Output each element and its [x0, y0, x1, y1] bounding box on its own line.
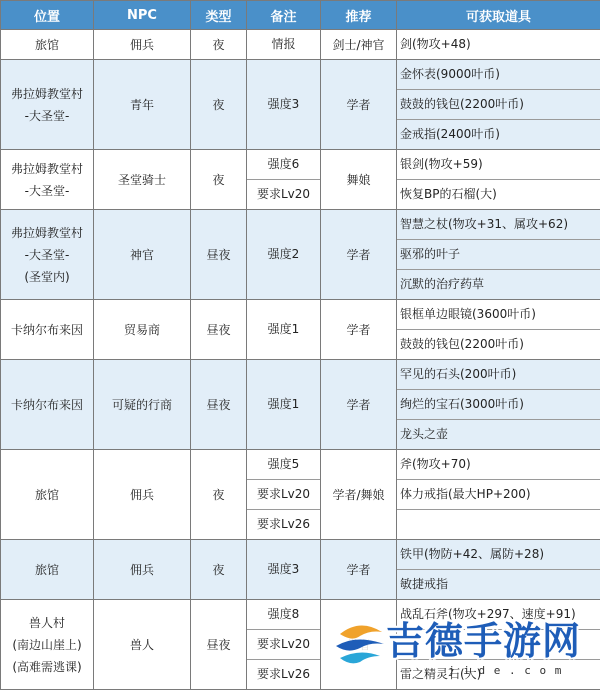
location-text: 卡纳尔布来因 — [1, 319, 93, 341]
item-line: 龙头之壶 — [397, 419, 600, 449]
recommend-text: 学者 — [346, 323, 370, 337]
cell-npc — [94, 450, 191, 540]
location-text: 旅馆 — [1, 559, 93, 581]
recommend-text: 学者 — [346, 248, 370, 262]
cell-location — [1, 300, 94, 360]
cell-type — [191, 360, 247, 450]
note-line: 强度2 — [247, 240, 320, 269]
item-line: 智慧之杖(物攻+31、属攻+62) — [397, 210, 600, 239]
cell-npc — [94, 300, 191, 360]
type-text: 夜 — [212, 173, 224, 187]
cell-location — [1, 150, 94, 210]
note-line: 强度1 — [247, 315, 320, 344]
cell-npc — [94, 540, 191, 600]
cell-npc — [94, 600, 191, 690]
npc-text: 兽人 — [130, 638, 154, 652]
cell-notes — [247, 30, 321, 60]
cell-notes — [247, 300, 321, 360]
cell-type — [191, 210, 247, 300]
cell-npc — [94, 150, 191, 210]
cell-items — [397, 300, 600, 360]
recommend-text: 剑士/神官 — [332, 38, 384, 52]
cell-recommend — [321, 360, 397, 450]
recommend-text: 舞娘 — [346, 173, 370, 187]
table-row — [1, 30, 600, 60]
location-text: 卡纳尔布来因 — [1, 394, 93, 416]
recommend-text: 学者 — [346, 563, 370, 577]
cell-notes — [247, 210, 321, 300]
note-line: 强度8 — [247, 600, 320, 629]
note-line: 要求Lv20 — [247, 629, 320, 659]
cell-npc — [94, 60, 191, 150]
cell-notes — [247, 360, 321, 450]
cell-notes — [247, 540, 321, 600]
item-line: 驱邪的叶子 — [397, 239, 600, 269]
note-line: 要求Lv26 — [247, 659, 320, 689]
item-line: 银剑(物攻+59) — [397, 150, 600, 179]
item-line: 沉默的治疗药草 — [397, 269, 600, 299]
npc-text: 神官 — [130, 248, 154, 262]
item-line: 体力戒指(最大HP+200) — [397, 479, 600, 509]
type-text: 昼夜 — [206, 638, 230, 652]
type-text: 昼夜 — [206, 398, 230, 412]
npc-text: 圣堂骑士 — [118, 173, 166, 187]
cell-recommend — [321, 450, 397, 540]
cell-location — [1, 30, 94, 60]
npc-text: 贸易商 — [124, 323, 160, 337]
table-row — [1, 360, 600, 450]
cell-type — [191, 30, 247, 60]
header-notes: 备注 — [247, 1, 321, 30]
cell-location — [1, 210, 94, 300]
cell-items — [397, 360, 600, 450]
cell-items — [397, 30, 600, 60]
cell-items — [397, 150, 600, 210]
cell-notes — [247, 60, 321, 150]
item-line: 银框单边眼镜(3600叶币) — [397, 300, 600, 329]
cell-recommend — [321, 150, 397, 210]
header-npc: NPC — [94, 1, 191, 30]
item-line: 鼓鼓的钱包(2200叶币) — [397, 329, 600, 359]
cell-location — [1, 450, 94, 540]
cell-recommend — [321, 210, 397, 300]
item-line — [397, 509, 600, 539]
item-line: 雷之精灵石(大) — [397, 659, 600, 689]
header-recommend: 推荐 — [321, 1, 397, 30]
item-line: 绚烂的宝石(3000叶币) — [397, 389, 600, 419]
note-line: 强度6 — [247, 150, 320, 179]
recommend-text: 学者 — [346, 398, 370, 412]
cell-recommend — [321, 30, 397, 60]
recommend-text: 学者/舞娘 — [332, 488, 384, 502]
cell-recommend — [321, 60, 397, 150]
header-type: 类型 — [191, 1, 247, 30]
cell-items — [397, 540, 600, 600]
watermark — [330, 602, 600, 684]
cell-type — [191, 150, 247, 210]
type-text: 昼夜 — [206, 323, 230, 337]
type-text: 夜 — [212, 38, 224, 52]
cell-location — [1, 600, 94, 690]
cell-recommend — [321, 540, 397, 600]
header-items: 可获取道具 — [397, 1, 600, 30]
header-location: 位置 — [1, 1, 94, 30]
location-text: 弗拉姆教堂村 -大圣堂- — [1, 83, 93, 127]
cell-type — [191, 300, 247, 360]
header-row — [1, 1, 600, 30]
cell-location — [1, 60, 94, 150]
npc-text: 佣兵 — [130, 38, 154, 52]
item-line: 鼓鼓的钱包(2200叶币) — [397, 89, 600, 119]
item-line: 剑(物攻+48) — [397, 30, 600, 59]
item-line: 斧(物攻+70) — [397, 450, 600, 479]
note-line: 要求Lv26 — [247, 509, 320, 539]
type-text: 夜 — [212, 563, 224, 577]
cell-npc — [94, 360, 191, 450]
watermark-domain: j i d e . c o m — [448, 664, 562, 677]
npc-text: 佣兵 — [130, 488, 154, 502]
cell-location — [1, 360, 94, 450]
location-text: 兽人村 (南边山崖上) (高难需逃课) — [1, 612, 93, 678]
note-line: 要求Lv20 — [247, 479, 320, 509]
item-line: 铁甲(物防+42、属防+28) — [397, 540, 600, 569]
note-line: 强度3 — [247, 555, 320, 584]
cell-items — [397, 60, 600, 150]
table-row — [1, 540, 600, 600]
cell-notes — [247, 450, 321, 540]
location-text: 弗拉姆教堂村 -大圣堂- — [1, 158, 93, 202]
table-row — [1, 300, 600, 360]
table-row — [1, 150, 600, 210]
cell-recommend — [321, 300, 397, 360]
recommend-text: 学者 — [346, 98, 370, 112]
note-line: 强度5 — [247, 450, 320, 479]
cell-npc — [94, 210, 191, 300]
table-row — [1, 450, 600, 540]
cell-type — [191, 60, 247, 150]
item-line: 战乱石斧(物攻+297、速度+91) — [397, 600, 600, 629]
type-text: 夜 — [212, 98, 224, 112]
cell-notes — [247, 150, 321, 210]
item-line: 恢复BP的石榴(大) — [397, 179, 600, 209]
cell-type — [191, 540, 247, 600]
item-line: 罕见的石头(200叶币) — [397, 360, 600, 389]
cell-items — [397, 210, 600, 300]
note-line: 要求Lv20 — [247, 179, 320, 209]
cell-location — [1, 540, 94, 600]
npc-text: 青年 — [130, 98, 154, 112]
location-text: 弗拉姆教堂村 -大圣堂- (圣堂内) — [1, 222, 93, 288]
cell-items — [397, 450, 600, 540]
type-text: 昼夜 — [206, 248, 230, 262]
wave-logo-icon — [330, 612, 392, 676]
npc-text: 佣兵 — [130, 563, 154, 577]
item-line: 敏捷戒指 — [397, 569, 600, 599]
cell-notes — [247, 600, 321, 690]
item-line: 金怀表(9000叶币) — [397, 60, 600, 89]
table-row — [1, 60, 600, 150]
cell-type — [191, 600, 247, 690]
cell-npc — [94, 30, 191, 60]
location-text: 旅馆 — [1, 484, 93, 506]
npc-text: 可疑的行商 — [112, 398, 172, 412]
note-line: 强度1 — [247, 390, 320, 419]
table-row — [1, 210, 600, 300]
note-line: 情报 — [247, 30, 320, 59]
watermark-brand: 吉德手游网 — [386, 610, 581, 665]
type-text: 夜 — [212, 488, 224, 502]
item-line: 金戒指(2400叶币) — [397, 119, 600, 149]
cell-type — [191, 450, 247, 540]
note-line: 强度3 — [247, 90, 320, 119]
location-text: 旅馆 — [1, 34, 93, 56]
